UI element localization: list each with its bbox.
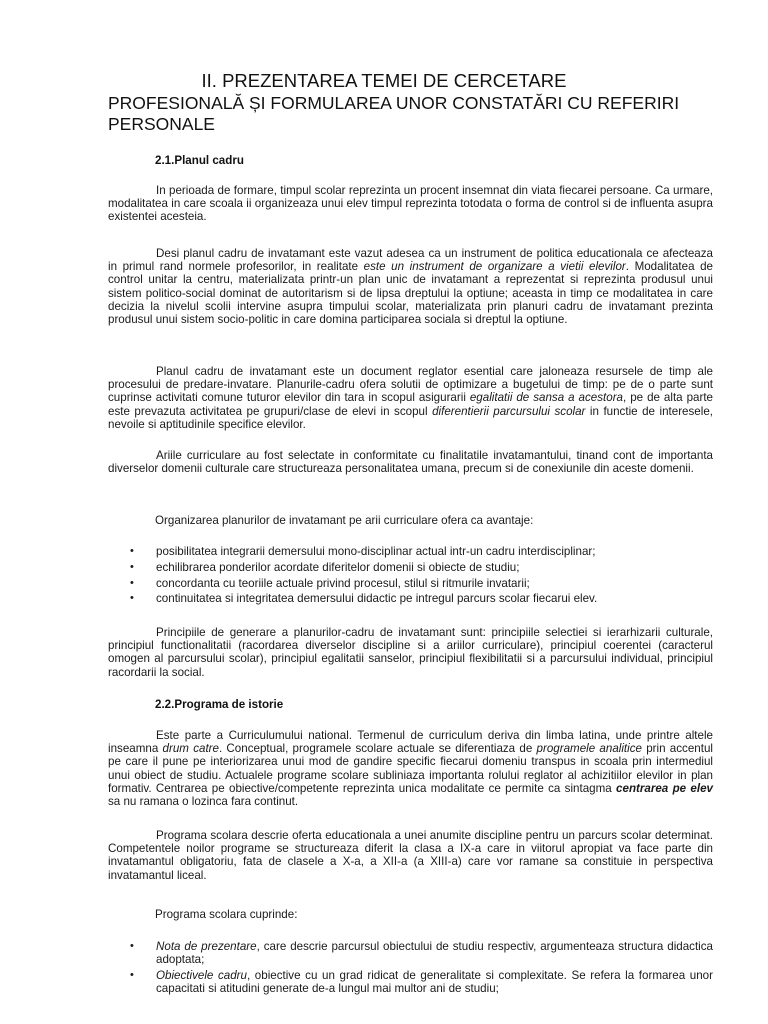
paragraph: In perioada de formare, timpul scolar reprezinta un procent insemnat din viata fiecarei persoane. Ca urmare, modalitatea in care scoala ii organizeaza unui elev timpul reprezinta totodata o forma de control si de influenta asupra existentei acesteia. bbox=[108, 184, 713, 224]
bullet-icon: • bbox=[130, 576, 134, 589]
paragraph: Desi planul cadru de invatamant este vazut adesea ca un instrument de politica educationala ce afecteaza in primul rand normele profesorilor, in realitate este un instrument de organizare a vietii elevilor. Modalitatea de control unitar la centru, materializata printr-un plan unic de invatamant a reprezentat si reprezinta produsul unui sistem politico-social dominat de autoritarism si de lipsa dreptului la optiune; aceasta in timp ce modalitatea in care decizia la nivelul scolii intervine asupra timpului scolar, materializata prin planuri cadru de invatamant prezinta produsul unui sistem socio-politic in care domina participarea sociala si dreptul la optiune. bbox=[108, 247, 713, 327]
advantages-list bbox=[108, 545, 713, 608]
section-heading-planul-cadru: 2.1.Planul cadru bbox=[155, 154, 244, 167]
list-item: • concordanta cu teoriile actuale privind procesul, stilul si ritmurile invatarii; bbox=[130, 576, 530, 590]
list-item: • Nota de prezentare, care descrie parcursul obiectului de studiu respectiv, argumenteaza structura didactica adoptata; bbox=[130, 940, 714, 967]
bullet-icon: • bbox=[130, 592, 134, 605]
chapter-subtitle: PROFESIONALĂ ȘI FORMULAREA UNOR CONSTATĂRI CU REFERIRI PERSONALE bbox=[108, 93, 680, 134]
bullet-icon: • bbox=[130, 969, 134, 981]
chapter-title: II. PREZENTAREA TEMEI DE CERCETARE bbox=[201, 70, 567, 91]
list-item: • Obiectivele cadru, obiective cu un grad ridicat de generalitate si complexitate. Se refera la formarea unor capacitati si atitudini generate de-a lungul mai multor ani de studiu; bbox=[130, 969, 713, 996]
paragraph: Planul cadru de invatamant este un document reglator esential care jaloneaza resursele de timp ale procesului de predare-invatare. Planurile-cadru ofera solutii de optimizare a bugetului de timp: pe de o parte sunt cuprinse activitati comune tuturor elevilor din tara in scopul asigurarii egalitatii de sansa a acestora, pe de alta parte este prevazuta activitatea pe grupuri/clase de elevi in scopul diferentierii parcursului scolar in functie de interesele, nevoile si aptitudinile specifice elevilor. bbox=[108, 365, 714, 431]
bullet-icon: • bbox=[130, 560, 134, 573]
paragraph: Programa scolara descrie oferta educationala a unei anumite discipline pentru un parcurs scolar determinat. Competentele noilor programe se structureaza diferit la clasa a IX-a care in viitorul apropiat va face parte din invatamantul obligatoriu, fata de clasele a X-a, a XII-a (a XIII-a) care vor ramane sa constituie in perspectiva invatamantul liceal. bbox=[108, 829, 713, 882]
section-heading-programa-de-istorie: 2.2.Programa de istorie bbox=[155, 698, 284, 711]
paragraph: Ariile curriculare au fost selectate in conformitate cu finalitatile invatamantului, tinand cont de importanta diverselor domenii culturale care structureaza personalitatea umana, precum si de conexiunile din aceste domenii. bbox=[108, 449, 713, 476]
paragraph: Organizarea planurilor de invatamant pe arii curriculare ofera ca avantaje: bbox=[155, 514, 534, 527]
list-item: • posibilitatea integrarii demersului mono-disciplinar actual intr-un cadru interdisciplinar; bbox=[130, 545, 596, 558]
paragraph: Principiile de generare a planurilor-cadru de invatamant sunt: principiile selectiei si ierarhizarii culturale, principiul functionalitatii (racordarea diverselor discipline si a ariilor curriculare), principiul coerentei (caracterul omogen al parcursului scolar), principiul egalitatii sanselor, principiul flexibilitatii si a parcursului individual, principiul racordarii la social. bbox=[108, 626, 713, 679]
paragraph: Este parte a Curriculumului national. Termenul de curriculum deriva din limba latina, unde printre altele inseamna drum catre. Conceptual, programele scolare actuale se diferentiaza de programele analitice prin accentul pe care il pune pe interiorizarea unui mod de gandire specific fiecarui domeniu transpus in scoala prin intermediul unui obiect de studiu. Actualele programe scolare subliniaza importanta rolului reglator al achizitiilor elevilor in plan formativ. Centrarea pe obiective/competente reprezinta unica modalitate ce permite ca sintagma centrarea pe elev sa nu ramana o lozinca fara continut. bbox=[108, 729, 713, 809]
bullet-icon: • bbox=[130, 545, 134, 557]
list-item: • echilibrarea ponderilor acordate diferitelor domenii si obiecte de studiu; bbox=[130, 560, 520, 574]
paragraph: Programa scolara cuprinde: bbox=[155, 908, 298, 921]
list-item: • continuitatea si integritatea demersului didactic pe intregul parcurs scolar fiecarui elev. bbox=[130, 592, 598, 606]
programa-contents-list bbox=[108, 940, 713, 998]
bullet-icon: • bbox=[130, 940, 134, 952]
